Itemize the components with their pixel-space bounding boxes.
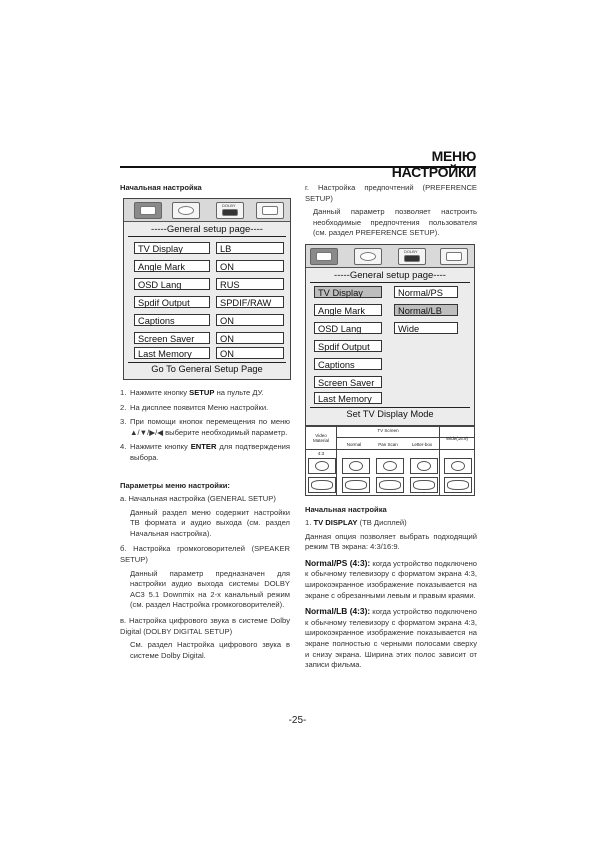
tv-display-title: 1. TV DISPLAY (ТВ Дисплей): [305, 518, 407, 527]
video-material-label: Video Material: [312, 433, 329, 443]
pan-scan-label: Pan Scan: [378, 442, 398, 447]
param-c-head: в. Настройка цифрового звука в системе Dolby Digital (DOLBY DIGITAL SETUP): [120, 615, 290, 636]
table-divider: [306, 449, 474, 450]
speaker-icon: [172, 202, 200, 219]
osd-value-tv-display[interactable]: LB: [216, 242, 284, 254]
param-c-body: См. раздел Настройка цифрового звука в системе Dolby Digital.: [130, 640, 290, 660]
preferences-icon: [256, 202, 284, 219]
step-4: 4. Нажмите кнопку ENTER для подтверждения выбора.: [120, 442, 290, 462]
section-heading-right: Начальная настройка: [305, 505, 387, 514]
osd-label-tv-display[interactable]: TV Display: [314, 286, 382, 298]
page-title: МЕНЮ НАСТРОЙКИ: [391, 148, 476, 180]
tv-mode-table: [305, 426, 475, 496]
osd-label-screen-saver[interactable]: Screen Saver: [314, 376, 382, 388]
step-1: 1. Нажмите кнопку SETUP на пульте ДУ.: [120, 388, 264, 397]
osd-icon-bar-right: [306, 245, 474, 268]
tv-thumb: [410, 458, 438, 474]
osd-value-spdif-output[interactable]: SPDIF/RAW: [216, 296, 284, 308]
osd-rule-bottom: [128, 362, 286, 363]
dolby-icon: [398, 248, 426, 265]
osd-rule: [310, 282, 470, 283]
osd-value-last-memory[interactable]: ON: [216, 347, 284, 359]
osd-value-osd-lang[interactable]: RUS: [216, 278, 284, 290]
param-b-body: Данный параметр предназначен для настройки аудио выхода системы DOLBY AC3 5.1 Downmix на 2-х канальный режим (см. раздел Настройка громкоговорителей).: [130, 568, 290, 610]
osd-value-screen-saver[interactable]: ON: [216, 332, 284, 344]
normal-lb-desc: Normal/LB (4:3): когда устройство подключено к обычному телевизору с форматом экрана 4:3, широкоэкранное изображение показывается на экране полностью с черными полосами сверху и снизу экрана. Ширина этих полос зависит от записи фильма.: [305, 606, 477, 670]
param-g: [305, 183, 477, 239]
osd-label-osd-lang[interactable]: OSD Lang: [314, 322, 382, 334]
osd-label-captions[interactable]: Captions: [134, 314, 210, 326]
osd-label-last-memory[interactable]: Last Memory: [134, 347, 210, 359]
tv-thumb: [308, 458, 336, 474]
title-rule: [120, 166, 476, 168]
osd-label-spdif-output[interactable]: Spdif Output: [134, 296, 210, 308]
wide-label: Wide(16:9): [445, 436, 468, 441]
tv-thumb: [444, 477, 472, 493]
osd-label-captions[interactable]: Captions: [314, 358, 382, 370]
osd-value-angle-mark[interactable]: ON: [216, 260, 284, 272]
dolby-icon: [216, 202, 244, 219]
letter-box-label: Letter-box: [411, 442, 433, 447]
osd-label-screen-saver[interactable]: Screen Saver: [134, 332, 210, 344]
tv-icon: [134, 202, 162, 219]
param-b-head: б. Настройка громкоговорителей (SPEAKER SETUP): [120, 544, 290, 564]
osd-value-captions[interactable]: ON: [216, 314, 284, 326]
osd-rule-bottom: [310, 407, 470, 408]
normal-ps-desc: Normal/PS (4:3): когда устройство подключено к обычному телевизору с форматом экрана 4:3, широкоэкранное изображение показывается на экране с обрезанными левым и правым краями.: [305, 557, 477, 600]
tv-icon: [310, 248, 338, 265]
normal-label: Normal: [346, 442, 362, 447]
osd-footer-right: Set TV Display Mode: [346, 409, 434, 419]
osd-label-angle-mark[interactable]: Angle Mark: [134, 260, 210, 272]
params-heading: Параметры меню настройки:: [120, 481, 230, 490]
dolby-label: DOLBY: [222, 203, 236, 208]
ratio-label: 4:3: [317, 451, 325, 456]
option-wide[interactable]: Wide: [394, 322, 458, 334]
osd-footer-left: Go To General Setup Page: [151, 364, 263, 374]
speaker-icon: [354, 248, 382, 265]
osd-header-left: -----General setup page----: [151, 224, 263, 235]
osd-label-spdif-output[interactable]: Spdif Output: [314, 340, 382, 352]
preferences-icon: [440, 248, 468, 265]
tv-thumb: [342, 458, 370, 474]
step-3: 3. При помощи кнопок перемещения по меню ▲/▼/▶/◀ выберите необходимый параметр.: [120, 417, 290, 437]
osd-label-osd-lang[interactable]: OSD Lang: [134, 278, 210, 290]
tv-display-body: Данная опция позволяет выбрать подходящий режим ТВ экрана: 4:3/16:9.: [305, 531, 477, 552]
tv-thumb: [410, 477, 438, 493]
params-list: [120, 494, 290, 661]
osd-label-last-memory[interactable]: Last Memory: [314, 392, 382, 404]
section-heading-left: Начальная настройка: [120, 183, 202, 192]
osd-label-tv-display[interactable]: TV Display: [134, 242, 210, 254]
tv-thumb: [342, 477, 370, 493]
dolby-label: DOLBY: [404, 249, 418, 254]
step-list: [120, 388, 290, 464]
option-normal-lb[interactable]: Normal/LB: [394, 304, 458, 316]
param-g-head: г. Настройка предпочтений (PREFERENCE SETUP): [305, 183, 477, 203]
param-a-head: а. Начальная настройка (GENERAL SETUP): [120, 494, 276, 503]
tv-screen-label: TV Screen: [377, 428, 399, 433]
tv-thumb: [376, 477, 404, 493]
tv-thumb: [444, 458, 472, 474]
option-normal-ps[interactable]: Normal/PS: [394, 286, 458, 298]
osd-panel-left: [123, 198, 291, 380]
param-g-body: Данный параметр позволяет настроить необходимые предпочтения пользователя (см. раздел PREFERENCE SETUP).: [313, 207, 477, 238]
osd-panel-right: [305, 244, 475, 426]
osd-rule: [128, 236, 286, 237]
tv-display-section: [305, 518, 477, 671]
page-number: -25-: [288, 715, 307, 726]
step-2: 2. На дисплее появится Меню настройки.: [120, 402, 269, 412]
tv-thumb: [308, 477, 336, 493]
osd-icon-bar: [124, 199, 290, 222]
osd-header-right: -----General setup page----: [334, 270, 446, 281]
param-a-body: Данный раздел меню содержит настройки ТВ формата и аудио выхода (см. раздел Начальная настройка).: [130, 507, 290, 538]
tv-thumb: [376, 458, 404, 474]
osd-label-angle-mark[interactable]: Angle Mark: [314, 304, 382, 316]
